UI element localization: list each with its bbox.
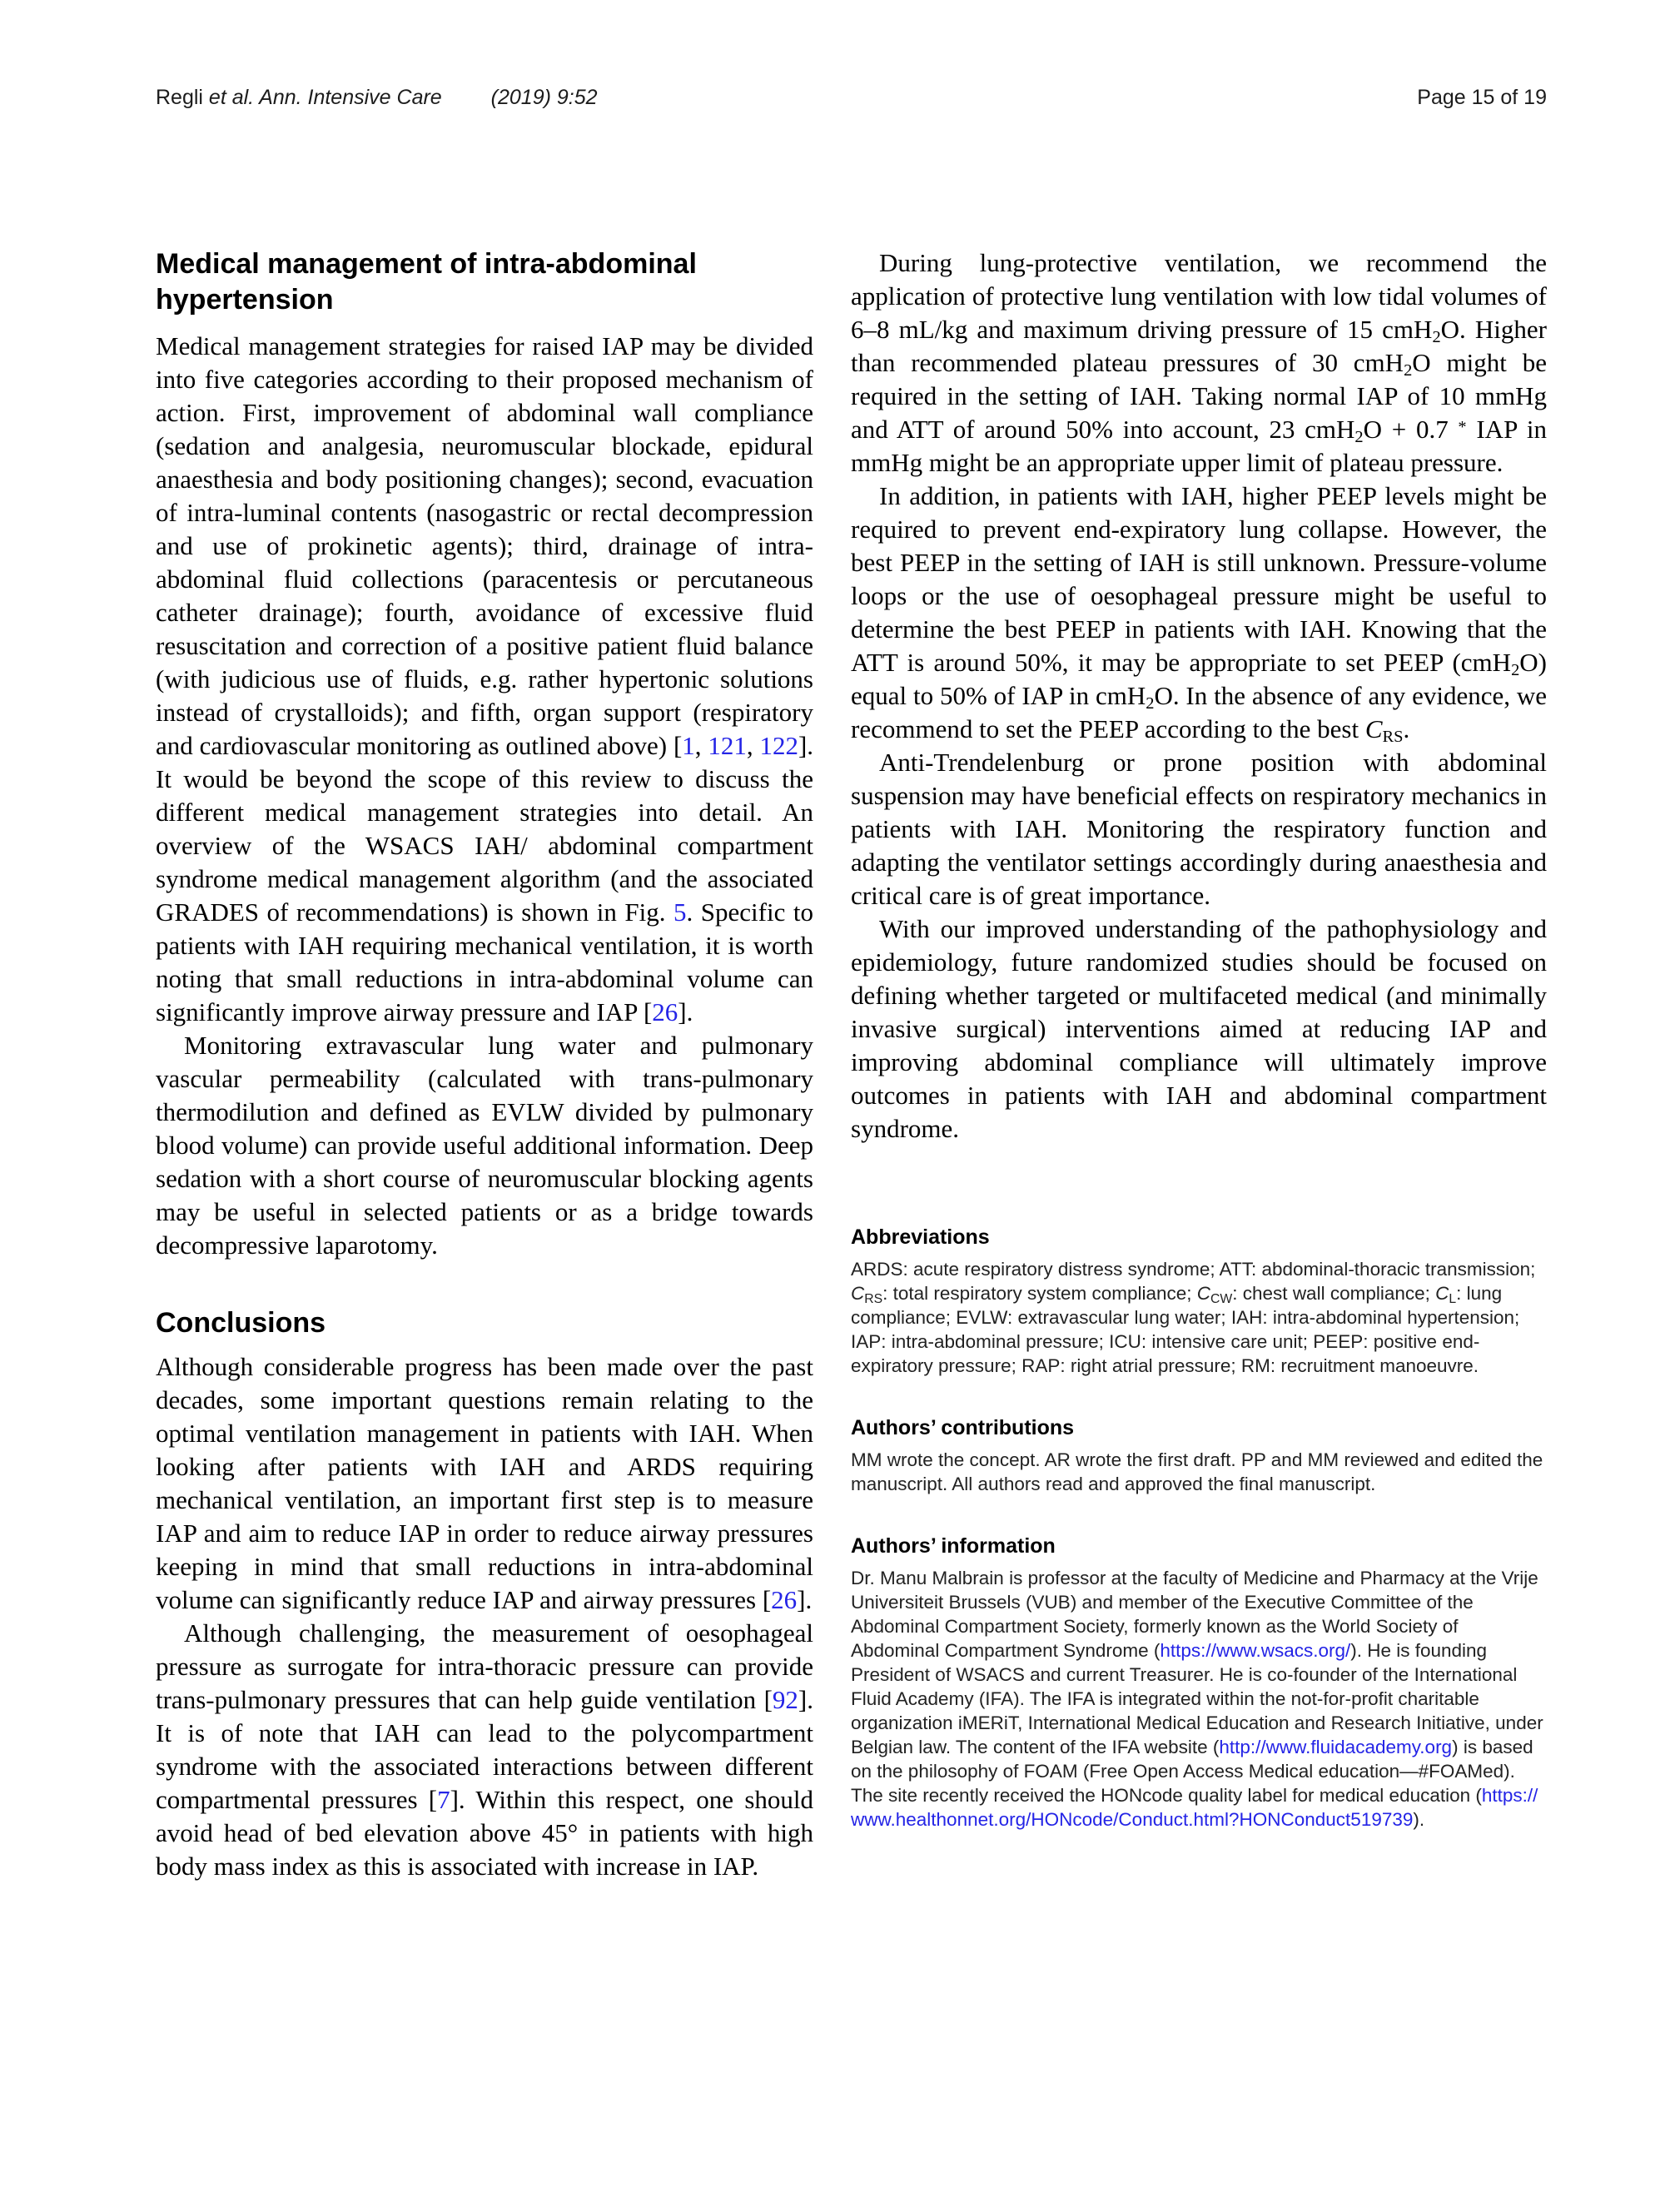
text-run: O) equal to 50% of IAP in cmH — [851, 648, 1547, 710]
text-run: * — [1458, 417, 1467, 436]
section-heading-medical-management: Medical management of intra-abdominal hypertension — [156, 248, 697, 316]
inline-link[interactable]: 122 — [759, 730, 798, 760]
backmatter — [851, 1225, 1547, 1832]
authors-information-section — [851, 1534, 1547, 1832]
inline-link[interactable]: https://www.healthonnet.org/HONcode/Conduct.html?HONConduct519739 — [851, 1785, 1538, 1830]
text-run: ARDS: acute respiratory distress syndrome; ATT: abdominal-thoracic transmission; — [851, 1259, 1536, 1280]
paragraph-ventilation-4 — [851, 912, 1547, 1146]
text-run: C — [851, 1283, 865, 1304]
text-run: 2 — [1146, 694, 1155, 713]
text-run: C — [1435, 1283, 1449, 1304]
paragraph-ventilation-1 — [851, 246, 1547, 480]
inline-link[interactable]: https://www.wsacs.org/ — [1160, 1640, 1351, 1661]
text-run: L — [1449, 1291, 1457, 1306]
inline-link[interactable]: 7 — [437, 1785, 450, 1815]
inline-link[interactable]: 26 — [652, 997, 678, 1026]
text-run: O + 0.7 — [1363, 415, 1459, 444]
text-run: Anti-Trendelenburg or prone position with abdominal suspension may have beneficial effects on respiratory mechanics in patients with IAH. Monitoring the respiratory function and adapting the ventilator settings accordingly during anaesthesia and critical care is of great importance. — [851, 748, 1547, 910]
text-run: RS — [864, 1291, 883, 1306]
text-run: O. Higher than recommended plateau pressures of 30 cmH — [851, 315, 1547, 377]
text-run: Medical management strategies for raised IAP may be divided into five categories according to their proposed mechanism of action. First, improvement of abdominal wall compliance (sedation and analgesia, neuromuscular blockade, epidural anaesthesia and body positioning changes); second, evacuation of intra-luminal contents (nasogastric or rectal decompression and use of prokinetic agents); third, drainage of intra-abdominal fluid collections (paracentesis or percutaneous catheter drainage); fourth, avoidance of excessive fluid resuscitation and correction of a positive patient fluid balance (with judicious use of fluids, e.g. rather hypertonic solutions instead of crystalloids); and fifth, organ support (respiratory and cardiovascular monitoring as outlined above) [ — [156, 331, 813, 760]
text-run: During lung-protective ventilation, we recommend the application of protective lung ventilation with low tidal volumes of 6–8 mL/kg and maximum driving pressure of 15 cmH — [851, 248, 1547, 344]
authors-information-body — [851, 1566, 1547, 1832]
inline-link[interactable]: 26 — [771, 1585, 798, 1615]
abbreviations-body — [851, 1257, 1547, 1378]
text-run: 2 — [1511, 661, 1520, 680]
running-header — [156, 86, 1547, 110]
text-run: In addition, in patients with IAH, higher PEEP levels might be required to prevent end-expiratory lung collapse. However, the best PEEP in the setting of IAH is still unknown. Pressure-volume loops or the use of oesophageal pressure might be useful to determine the best PEEP in patients with IAH. Knowing that the ATT is around 50%, it may be appropriate to set PEEP (cmH — [851, 481, 1547, 677]
paragraph-ventilation-3 — [851, 746, 1547, 912]
text-run: With our improved understanding of the pathophysiology and epidemiology, future randomized studies should be focused on defining whether targeted or multifaceted medical (and minimally invasive surgical) interventions aimed at reducing IAP and improving abdominal compliance will ultimately improve outcomes in patients with IAH and abdominal compartment syndrome. — [851, 914, 1547, 1143]
text-run: O might be required in the setting of IAH. Taking normal IAP of 10 mmHg and ATT of around 50% into account, 23 cmH — [851, 348, 1547, 444]
text-run: ]. It is of note that IAH can lead to the polycompartment syndrome with the associated interactions between different compartmental pressures [ — [156, 1685, 813, 1815]
citation-journal: et al. Ann. Intensive Care — [208, 86, 442, 109]
text-run: 2 — [1432, 328, 1441, 347]
paragraph-conclusions-2 — [156, 1617, 813, 1883]
authors-contributions-section — [851, 1416, 1547, 1496]
text-run: O. In the absence of any evidence, we recommend to set the PEEP according to the best — [851, 681, 1547, 743]
left-column — [156, 246, 813, 1883]
page-number: Page 15 of 19 — [1417, 86, 1547, 109]
authors-contributions-heading: Authors’ contributions — [851, 1416, 1075, 1439]
right-column — [851, 246, 1547, 1832]
inline-link[interactable]: 5 — [673, 897, 687, 927]
paragraph-conclusions-1 — [156, 1350, 813, 1617]
inline-link[interactable]: http://www.fluidacademy.org — [1219, 1737, 1453, 1757]
text-run: IAP in mmHg might be an appropriate upper limit of plateau pressure. — [851, 415, 1547, 477]
text-run: . Specific to patients with IAH requiring mechanical ventilation, it is worth noting that small reductions in intra-abdominal volume can significantly improve airway pressure and IAP [ — [156, 897, 813, 1026]
inline-link[interactable]: 1 — [682, 730, 695, 760]
text-run: 2 — [1404, 361, 1413, 380]
abbreviations-heading: Abbreviations — [851, 1225, 990, 1249]
text-run: . — [1403, 714, 1410, 743]
authors-contributions-body — [851, 1448, 1547, 1496]
text-run: 2 — [1354, 428, 1364, 447]
authors-information-heading: Authors’ information — [851, 1534, 1056, 1558]
paragraph-medical-management-1 — [156, 330, 813, 1029]
paragraph-medical-management-2 — [156, 1029, 813, 1262]
text-run: Monitoring extravascular lung water and pulmonary vascular permeability (calculated with trans-pulmonary thermodilution and defined as EVLW divided by pulmonary blood volume) can provide useful additional information. Deep sedation with a short course of neuromuscular blocking agents may be useful in selected patients or as a bridge towards decompressive laparotomy. — [156, 1030, 813, 1260]
text-run: Although challenging, the measurement of oesophageal pressure as surrogate for intra-thoracic pressure can provide trans-pulmonary pressures that can help guide ventilation [ — [156, 1618, 813, 1715]
text-run: : chest wall compliance; — [1232, 1283, 1436, 1304]
text-run: Dr. Manu Malbrain is professor at the faculty of Medicine and Pharmacy at the Vrije Universiteit Brussels (VUB) and member of the Executive Committee of the Abdominal Compartment Society, formerly known as the World Society of Abdominal Compartment Syndrome ( — [851, 1568, 1538, 1661]
text-run: MM wrote the concept. AR wrote the first draft. PP and MM reviewed and edited the manuscript. All authors read and approved the final manuscript. — [851, 1449, 1543, 1494]
text-run: : lung compliance; EVLW: extravascular lung water; IAH: intra-abdominal hypertension; IAP: intra-abdominal pressure; ICU: intensive care unit; PEEP: positive end-expiratory pressure; RAP: right atrial pressure; RM: recruitment manoeuvre. — [851, 1283, 1520, 1376]
text-run: ) is based on the philosophy of FOAM (Free Open Access Medical education—#FOAMed). The site recently received the HONcode quality label for medical education ( — [851, 1737, 1533, 1806]
text-run: , — [746, 730, 760, 760]
text-run: Although considerable progress has been made over the past decades, some important questions remain relating to the optimal ventilation management in patients with IAH. When looking after patients with IAH and ARDS requiring mechanical ventilation, an important first step is to measure IAP and aim to reduce IAP in order to reduce airway pressures keeping in mind that small reductions in intra-abdominal volume can significantly reduce IAP and airway pressures [ — [156, 1352, 813, 1615]
text-run: ]. — [678, 997, 693, 1026]
abbreviations-section — [851, 1225, 1547, 1378]
citation — [156, 86, 598, 110]
citation-authors: Regli — [156, 86, 209, 109]
text-run: CW — [1210, 1291, 1233, 1306]
text-run: , — [694, 730, 708, 760]
text-run: ]. — [797, 1585, 813, 1615]
inline-link[interactable]: 121 — [708, 730, 747, 760]
section-heading-conclusions: Conclusions — [156, 1306, 326, 1339]
text-run: : total respiratory system compliance; — [882, 1283, 1197, 1304]
text-run: C — [1364, 714, 1383, 743]
text-run: ). — [1413, 1809, 1425, 1830]
text-run: RS — [1382, 728, 1404, 747]
paragraph-ventilation-2 — [851, 480, 1547, 746]
inline-link[interactable]: 92 — [772, 1685, 798, 1715]
text-run: C — [1196, 1283, 1211, 1304]
text-run: ]. Within this respect, one should avoid head of bed elevation above 45° in patients with high body mass index as this is associated with increase in IAP. — [156, 1785, 813, 1881]
citation-volume: (2019) 9:52 — [490, 86, 598, 109]
text-run: ]. It would be beyond the scope of this review to discuss the different medical management strategies into detail. An overview of the WSACS IAH/ abdominal compartment syndrome medical management algorithm (and the associated GRADES of recommendations) is shown in Fig. — [156, 730, 814, 927]
text-run: ). He is founding President of WSACS and current Treasurer. He is co-founder of the International Fluid Academy (IFA). The IFA is integrated within the not-for-profit charitable organization iMERiT, International Medical Education and Research Initiative, under Belgian law. The content of the IFA website ( — [851, 1640, 1543, 1757]
